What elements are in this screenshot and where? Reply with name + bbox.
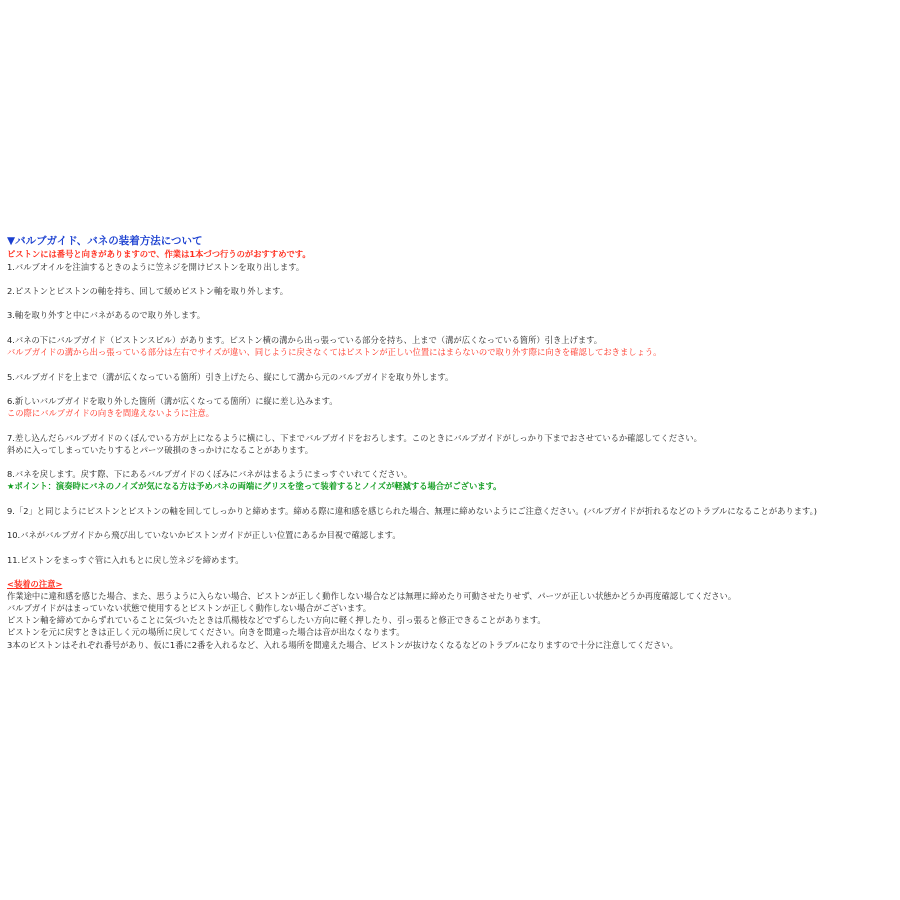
step-8: 8.バネを戻します。戻す際、下にあるバルブガイドのくぼみにバネがはまるようにまっすぐいれてください。 [7, 469, 413, 479]
subtitle-notice: ピストンには番号と向きがありますので、作業は1本づつ行うのがおすすめです。 [7, 249, 311, 259]
step-1: 1.バルブオイルを注油するときのように笠ネジを開けピストンを取り出します。 [7, 262, 305, 272]
note-line: ピストン軸を締めてからずれていることに気づいたときは爪楊枝などでずらしたい方向に軽く押したり、引っ張ると修正できることがあります。 [7, 615, 546, 625]
step-6: 6.新しいバルブガイドを取り外した箇所（溝が広くなってる箇所）に縦に差し込みます。 [7, 396, 338, 406]
step-6-warning: この際にバルブガイドの向きを間違えないように注意。 [7, 408, 215, 418]
note-line: 3本のピストンはそれぞれ番号があり、仮に1番に2番を入れるなど、入れる場所を間違えた場合、ピストンが抜けなくなるなどのトラブルになりますので十分に注意してください。 [7, 640, 678, 650]
step-3: 3.軸を取り外すと中にバネがあるので取り外します。 [7, 310, 206, 320]
note-line: バルブガイドがはまっていない状態で使用するとピストンが正しく動作しない場合がございます。 [7, 603, 372, 613]
note-line: 作業途中に違和感を感じた場合、また、思うように入らない場合、ピストンが正しく動作しない場合などは無理に締めたり可動させたりせず、パーツが正しい状態かどうか再度確認してください。 [7, 591, 737, 601]
step-10: 10.バネがバルブガイドから飛び出していないかピストンガイドが正しい位置にあるか目視で確認します。 [7, 530, 401, 540]
step-11: 11.ピストンをまっすぐ管に入れもとに戻し笠ネジを締めます。 [7, 555, 244, 565]
step-2: 2.ピストンとピストンの軸を持ち、回して緩めピストン軸を取り外します。 [7, 286, 289, 296]
step-4: 4.バネの下にバルブガイド（ピストンスピル）があります。ピストン横の溝から出っ張っている部分を持ち、上まで（溝が広くなっている箇所）引き上げます。 [7, 335, 603, 345]
step-5: 5.バルブガイドを上まで（溝が広くなっている箇所）引き上げたら、縦にして溝から元のバルブガイドを取り外します。 [7, 372, 454, 382]
step-8-point: ★ポイント：演奏時にバネのノイズが気になる方は予めバネの両端にグリスを塗って装着するとノイズが軽減する場合がございます。 [7, 481, 502, 491]
step-7: 7.差し込んだらバルブガイドのくぼんでいる方が上になるように横にし、下までバルブガイドをおろします。このときにバルブガイドがしっかり下までおさせているか確認してください。 [7, 433, 702, 443]
step-4-warning: バルブガイドの溝から出っ張っている部分は左右でサイズが違い、同じように戻さなくてはピストンが正しい位置にはまらないので取り外す際に向きを確認しておきましょう。 [7, 347, 662, 357]
page-title: ▼バルブガイド、バネの装着方法について [7, 235, 203, 247]
step-7-note: 斜めに入ってしまっていたりするとパーツ破損のきっかけになることがあります。 [7, 445, 313, 455]
step-9: 9.「2」と同じようにピストンとピストンの軸を回してしっかりと締めます。締める際に違和感を感じられた場合、無理に締めないようにご注意ください。(バルブガイドが折れるなどのトラブルになることがあります。) [7, 506, 818, 516]
note-line: ピストンを元に戻すときは正しく元の場所に戻してください。向きを間違った場合は音が出なくなります。 [7, 627, 405, 637]
notes-heading: <装着の注意> [7, 579, 63, 589]
